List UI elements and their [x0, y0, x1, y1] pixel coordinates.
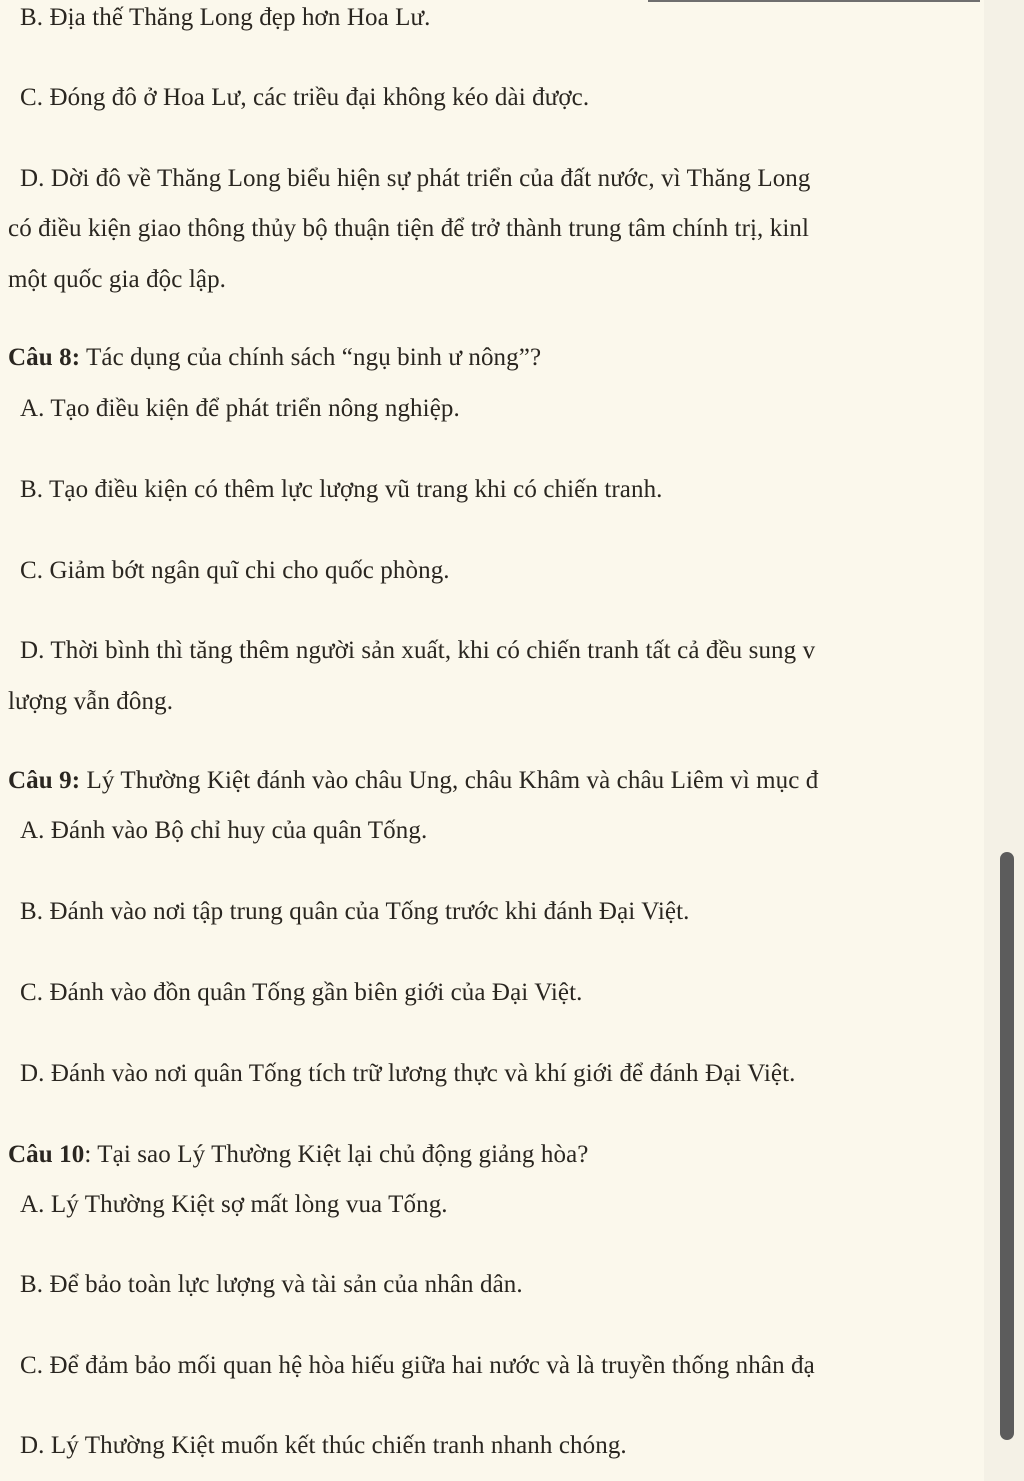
q8-option-d-line1: D. Thời bình thì tăng thêm người sản xuất, khi có chiến tranh tất cả đều sung v — [20, 637, 816, 664]
q7-option-b: B. Địa thế Thăng Long đẹp hơn Hoa Lư. — [20, 4, 431, 31]
q10-label: Câu 10 — [8, 1141, 85, 1168]
q9-label: Câu 9: — [8, 767, 81, 794]
q9-question-text: Lý Thường Kiệt đánh vào châu Ung, châu Khâm và châu Liêm vì mục đ — [80, 767, 819, 794]
top-divider — [648, 0, 980, 2]
q8-question-text: Tác dụng của chính sách “ngụ binh ư nông”? — [80, 344, 542, 371]
q8-option-c: C. Giảm bớt ngân quĩ chi cho quốc phòng. — [20, 557, 450, 584]
scrollbar-thumb[interactable] — [1000, 852, 1014, 1440]
q9-option-d: D. Đánh vào nơi quân Tống tích trữ lương thực và khí giới để đánh Đại Việt. — [20, 1060, 796, 1087]
q9-question — [8, 765, 818, 797]
q10-option-b: B. Để bảo toàn lực lượng và tài sản của nhân dân. — [20, 1271, 523, 1298]
q9-option-a: A. Đánh vào Bộ chỉ huy của quân Tống. — [20, 817, 428, 844]
q9-option-c: C. Đánh vào đồn quân Tống gần biên giới của Đại Việt. — [20, 979, 583, 1006]
q10-option-d: D. Lý Thường Kiệt muốn kết thúc chiến tranh nhanh chóng. — [20, 1432, 627, 1459]
q9-option-b: B. Đánh vào nơi tập trung quân của Tống trước khi đánh Đại Việt. — [20, 898, 690, 925]
q8-label: Câu 8: — [8, 344, 81, 371]
q10-option-c: C. Để đảm bảo mối quan hệ hòa hiếu giữa hai nước và là truyền thống nhân đạ — [20, 1352, 815, 1379]
q10-question — [8, 1139, 588, 1171]
q10-question-text: : Tại sao Lý Thường Kiệt lại chủ động giảng hòa? — [84, 1141, 589, 1168]
q8-option-d-line2: lượng vẫn đông. — [8, 688, 174, 715]
q7-option-c: C. Đóng đô ở Hoa Lư, các triều đại không kéo dài được. — [20, 84, 590, 111]
q7-option-d-line2: có điều kiện giao thông thủy bộ thuận tiện để trở thành trung tâm chính trị, kinl — [8, 215, 810, 242]
q8-option-a: A. Tạo điều kiện để phát triển nông nghiệp. — [20, 395, 460, 422]
q8-option-b: B. Tạo điều kiện có thêm lực lượng vũ trang khi có chiến tranh. — [20, 476, 663, 503]
q7-option-d-line1: D. Dời đô về Thăng Long biểu hiện sự phát triển của đất nước, vì Thăng Long — [20, 165, 811, 192]
q8-question — [8, 342, 541, 374]
q10-option-a: A. Lý Thường Kiệt sợ mất lòng vua Tống. — [20, 1191, 448, 1218]
q7-option-d-line3: một quốc gia độc lập. — [8, 266, 227, 293]
